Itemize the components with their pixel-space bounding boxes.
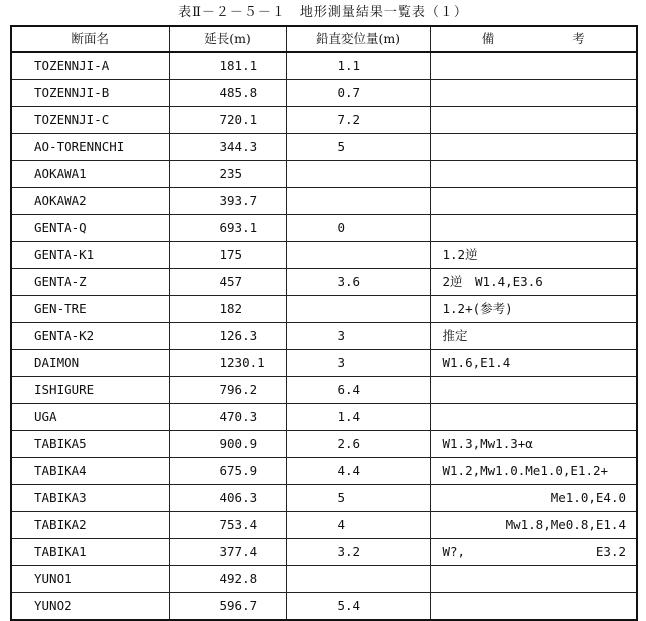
table-row — [11, 458, 637, 485]
cell-remarks: W1.2,Mw1.0.Me1.0,E1.2+ — [430, 458, 637, 485]
cell-remarks — [430, 52, 637, 80]
cell-vertical-displacement: 4.4 — [286, 458, 430, 485]
cell-vertical-displacement: 3.6 — [286, 269, 430, 296]
cell-vertical-displacement: 3 — [286, 323, 430, 350]
table-row — [11, 134, 637, 161]
cell-vertical-displacement — [286, 566, 430, 593]
cell-remarks — [430, 134, 637, 161]
cell-length: 182 — [169, 296, 286, 323]
cell-remarks — [430, 107, 637, 134]
cell-vertical-displacement: 7.2 — [286, 107, 430, 134]
cell-vertical-displacement: 5 — [286, 134, 430, 161]
cell-length: 693.1 — [169, 215, 286, 242]
table-header-row — [11, 26, 637, 52]
cell-length: 175 — [169, 242, 286, 269]
cell-length: 485.8 — [169, 80, 286, 107]
table-row — [11, 52, 637, 80]
cell-vertical-displacement — [286, 161, 430, 188]
cell-length: 596.7 — [169, 593, 286, 621]
cell-length: 796.2 — [169, 377, 286, 404]
cell-remarks — [430, 80, 637, 107]
cell-length: 900.9 — [169, 431, 286, 458]
cell-section-name: GEN-TRE — [11, 296, 169, 323]
cell-section-name: TABIKA1 — [11, 539, 169, 566]
table-row — [11, 350, 637, 377]
cell-length: 181.1 — [169, 52, 286, 80]
cell-vertical-displacement: 1.4 — [286, 404, 430, 431]
cell-section-name: GENTA-Z — [11, 269, 169, 296]
cell-vertical-displacement: 3.2 — [286, 539, 430, 566]
cell-remarks — [430, 377, 637, 404]
header-remarks — [430, 26, 637, 52]
cell-section-name: TABIKA5 — [11, 431, 169, 458]
header-length: 延長(m) — [169, 26, 286, 52]
cell-length: 1230.1 — [169, 350, 286, 377]
cell-section-name: YUNO2 — [11, 593, 169, 621]
cell-remarks — [430, 593, 637, 621]
cell-length: 235 — [169, 161, 286, 188]
cell-vertical-displacement: 5.4 — [286, 593, 430, 621]
cell-remarks-left: W?, — [442, 544, 466, 559]
table-row — [11, 485, 637, 512]
cell-vertical-displacement: 4 — [286, 512, 430, 539]
cell-length: 675.9 — [169, 458, 286, 485]
cell-section-name: YUNO1 — [11, 566, 169, 593]
cell-vertical-displacement: 0 — [286, 215, 430, 242]
cell-vertical-displacement — [286, 242, 430, 269]
table-row — [11, 296, 637, 323]
header-section-name: 断面名 — [11, 26, 169, 52]
cell-section-name: UGA — [11, 404, 169, 431]
cell-vertical-displacement — [286, 296, 430, 323]
cell-vertical-displacement: 2.6 — [286, 431, 430, 458]
cell-remarks — [430, 404, 637, 431]
table-row — [11, 512, 637, 539]
table-caption: 表Ⅱ－２－５－１ 地形測量結果一覧表（１） — [178, 5, 468, 20]
table-row — [11, 242, 637, 269]
cell-remarks: 2逆 W1.4,E3.6 — [430, 269, 637, 296]
cell-vertical-displacement: 3 — [286, 350, 430, 377]
cell-remarks: 1.2逆 — [430, 242, 637, 269]
cell-section-name: GENTA-K2 — [11, 323, 169, 350]
table-row — [11, 80, 637, 107]
cell-section-name: AO-TORENNCHI — [11, 134, 169, 161]
table-row — [11, 161, 637, 188]
cell-remarks — [430, 566, 637, 593]
cell-remarks: 1.2+(参考) — [430, 296, 637, 323]
table-body — [11, 52, 637, 620]
cell-section-name: GENTA-K1 — [11, 242, 169, 269]
table-row — [11, 566, 637, 593]
cell-length: 377.4 — [169, 539, 286, 566]
cell-vertical-displacement: 1.1 — [286, 52, 430, 80]
table-row — [11, 404, 637, 431]
cell-remarks-right: E3.2 — [595, 544, 626, 559]
table-row — [11, 188, 637, 215]
cell-remarks — [430, 188, 637, 215]
header-vertical-displacement: 鉛直変位量(m) — [286, 26, 430, 52]
cell-section-name: GENTA-Q — [11, 215, 169, 242]
cell-remarks: W1.3,Mw1.3+α — [430, 431, 637, 458]
cell-section-name: TABIKA2 — [11, 512, 169, 539]
cell-section-name: AOKAWA1 — [11, 161, 169, 188]
cell-vertical-displacement: 0.7 — [286, 80, 430, 107]
cell-section-name: TOZENNJI-C — [11, 107, 169, 134]
cell-length: 344.3 — [169, 134, 286, 161]
cell-length: 406.3 — [169, 485, 286, 512]
cell-vertical-displacement: 5 — [286, 485, 430, 512]
table-row — [11, 539, 637, 566]
table-row — [11, 431, 637, 458]
table-row — [11, 593, 637, 621]
header-remarks-left: 備 — [481, 31, 495, 46]
survey-results-table — [10, 25, 638, 621]
cell-section-name: TABIKA4 — [11, 458, 169, 485]
cell-length: 457 — [169, 269, 286, 296]
table-row — [11, 323, 637, 350]
table-row — [11, 107, 637, 134]
table-row — [11, 377, 637, 404]
cell-vertical-displacement — [286, 188, 430, 215]
cell-vertical-displacement: 6.4 — [286, 377, 430, 404]
cell-remarks — [430, 161, 637, 188]
cell-section-name: AOKAWA2 — [11, 188, 169, 215]
cell-section-name: TABIKA3 — [11, 485, 169, 512]
cell-remarks — [430, 539, 637, 566]
table-row — [11, 269, 637, 296]
cell-remarks: 推定 — [430, 323, 637, 350]
cell-length: 720.1 — [169, 107, 286, 134]
cell-length: 753.4 — [169, 512, 286, 539]
cell-section-name: DAIMON — [11, 350, 169, 377]
cell-section-name: TOZENNJI-B — [11, 80, 169, 107]
cell-remarks: W1.6,E1.4 — [430, 350, 637, 377]
cell-length: 470.3 — [169, 404, 286, 431]
cell-section-name: ISHIGURE — [11, 377, 169, 404]
cell-length: 393.7 — [169, 188, 286, 215]
cell-section-name: TOZENNJI-A — [11, 52, 169, 80]
table-row — [11, 215, 637, 242]
cell-remarks: Mw1.8,Me0.8,E1.4 — [430, 512, 637, 539]
cell-remarks: Me1.0,E4.0 — [430, 485, 637, 512]
cell-remarks — [430, 215, 637, 242]
cell-length: 492.8 — [169, 566, 286, 593]
header-remarks-right: 考 — [572, 31, 585, 46]
cell-length: 126.3 — [169, 323, 286, 350]
